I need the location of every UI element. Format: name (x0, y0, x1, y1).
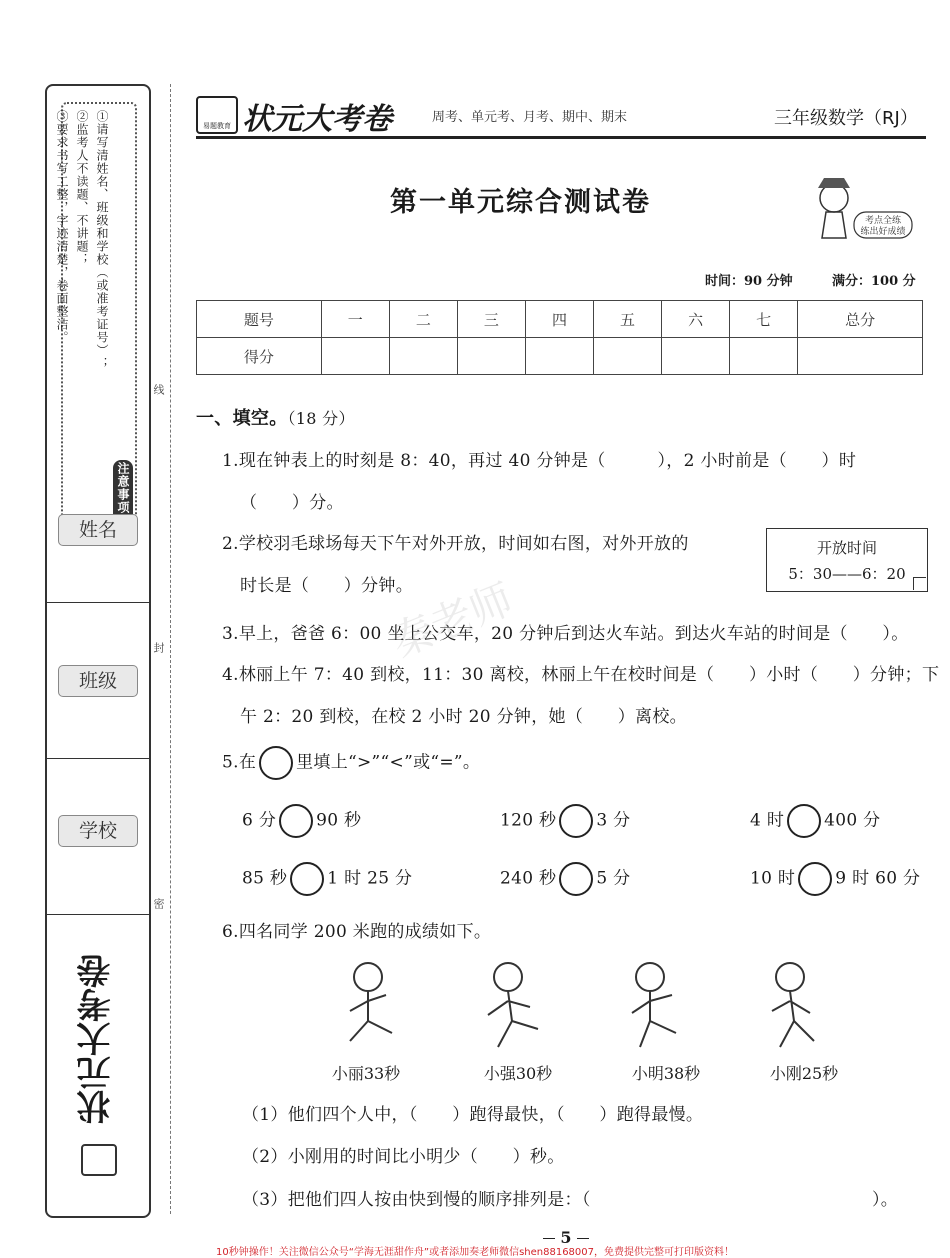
mascot-bubble-line1: 考点全练 (864, 216, 902, 226)
score-input-cell[interactable] (730, 338, 798, 375)
score-input-cell[interactable] (321, 338, 389, 375)
runner-figure (350, 963, 392, 1041)
page-title: 第一单元综合测试卷 (390, 187, 651, 218)
compare-item: 6 分 90 秒 (242, 804, 361, 838)
sidebar (45, 84, 151, 1218)
compare-circle[interactable] (798, 862, 832, 896)
runners-illustration (320, 955, 880, 1063)
runner-label: 小明38秒 (631, 1064, 701, 1083)
table-cell: 总分 (798, 301, 923, 338)
score-input-cell[interactable] (593, 338, 661, 375)
seal-line (170, 84, 171, 1214)
score-table (196, 300, 923, 375)
open-time-box (766, 528, 928, 592)
compare-item: 85 秒 1 时 25 分 (242, 862, 412, 896)
header-brand: 状元大考卷 (242, 102, 392, 137)
divider (47, 758, 149, 759)
score-table-header-row (197, 301, 923, 338)
table-cell: 二 (389, 301, 457, 338)
table-cell: 四 (525, 301, 593, 338)
section-heading: 一、填空。（18 分） (196, 408, 355, 429)
notice-line-1: ①请写清姓名、班级和学校（或准考证号）； (95, 110, 109, 370)
header-subtitle: 周考、单元考、月考、期中、期末 (432, 110, 628, 125)
question-3: 3.早上，爸爸 6：00 坐上公交车，20 分钟后到达火车站。到达火车站的时间是（ ）。 (222, 624, 909, 644)
compare-item: 240 秒 5 分 (500, 862, 630, 896)
compare-circle[interactable] (290, 862, 324, 896)
question-1-line1: 1.现在钟表上的时刻是 8：40，再过 40 分钟是（ ），2 小时前是（ ）时 (222, 451, 857, 471)
score-table-score-row (197, 338, 923, 375)
table-cell: 七 (730, 301, 798, 338)
page-number: 5 (536, 1228, 596, 1247)
compare-circle[interactable] (559, 804, 593, 838)
open-time-value: 5：30——6：20 (788, 565, 906, 583)
header-rule (196, 136, 926, 139)
logo-icon: 易题教育 (196, 96, 238, 134)
score-input-cell[interactable] (457, 338, 525, 375)
logo-icon (81, 1144, 117, 1176)
notice-box (55, 102, 137, 536)
watermark: 秦老师 (384, 573, 520, 667)
question-4-line2: 午 2：20 到校，在校 2 小时 20 分钟，她（ ）离校。 (240, 707, 687, 727)
exam-full-score: 满分：100 分 (832, 274, 916, 289)
score-input-cell[interactable] (662, 338, 730, 375)
notice-line-2: ②监考人不读题、不讲题； (75, 110, 89, 266)
question-2-line2: 时长是（ ）分钟。 (240, 576, 413, 596)
table-cell: 一 (321, 301, 389, 338)
mascot-illustration (804, 172, 914, 248)
runner-label: 小丽33秒 (331, 1064, 401, 1083)
score-input-cell[interactable] (525, 338, 593, 375)
question-1-line2: （ ）分。 (240, 493, 344, 513)
compare-circle[interactable] (559, 862, 593, 896)
question-2-line1: 2.学校羽毛球场每天下午对外开放，时间如右图，对外开放的 (222, 534, 689, 554)
divider (47, 602, 149, 603)
compare-item: 120 秒 3 分 (500, 804, 630, 838)
score-input-cell[interactable] (389, 338, 457, 375)
notice-title: 注意事项 (113, 460, 133, 526)
grade-label: 三年级数学（RJ） (774, 108, 918, 129)
question-6-sub3-end: ）。 (872, 1190, 899, 1210)
table-cell: 六 (662, 301, 730, 338)
school-field-label: 学校 (58, 815, 138, 847)
compare-item: 10 时 9 时 60 分 (750, 862, 920, 896)
seal-mark-line: 线 (152, 384, 165, 395)
divider (47, 914, 149, 915)
question-6-sub3: （3）把他们四人按由快到慢的顺序排列是：（ (242, 1190, 591, 1210)
table-cell: 五 (593, 301, 661, 338)
class-field-label: 班级 (58, 665, 138, 697)
runner-label: 小强30秒 (483, 1064, 553, 1083)
footer-note: 10秒钟操作！关注微信公众号“学海无涯甜作舟”或者添加奏老师微信shen88168007，免费提供完整可打印版资料！ (215, 1247, 735, 1258)
runner-figure (488, 963, 538, 1047)
question-6-sub2: （2）小刚用的时间比小明少（ ）秒。 (242, 1147, 565, 1167)
question-4-line1: 4.林丽上午 7：40 到校，11：30 离校，林丽上午在校时间是（ ）小时（ ）分钟；下 (222, 665, 940, 685)
runner-figure (632, 963, 676, 1047)
seal-mark-secret: 密 (152, 898, 165, 909)
question-5: 5.在 里填上“>”“<”或“=”。 (222, 746, 480, 780)
runner-label: 小刚25秒 (769, 1064, 839, 1083)
sidebar-brand: 状元大考卷 (77, 954, 117, 1124)
table-cell: 得分 (197, 338, 322, 375)
page-curl-icon (913, 577, 926, 590)
compare-circle (259, 746, 293, 780)
compare-circle[interactable] (787, 804, 821, 838)
name-field-label: 姓名 (58, 514, 138, 546)
exam-time: 时间：90 分钟 (705, 274, 793, 289)
compare-item: 4 时 400 分 (750, 804, 880, 838)
mascot-bubble-line2: 练出好成绩 (860, 227, 906, 237)
seal-mark-seal: 封 (152, 642, 165, 653)
table-cell: 题号 (197, 301, 322, 338)
notice-line-3: ③要求书写工整，字迹清楚，卷面整洁。 (55, 110, 69, 344)
question-6: 6.四名同学 200 米跑的成绩如下。 (222, 922, 492, 942)
score-input-cell[interactable] (798, 338, 923, 375)
table-cell: 三 (457, 301, 525, 338)
runner-figure (772, 963, 814, 1047)
open-time-title: 开放时间 (816, 539, 877, 557)
page-header (196, 96, 926, 138)
question-6-sub1: （1）他们四个人中，（ ）跑得最快，（ ）跑得最慢。 (242, 1105, 704, 1125)
compare-circle[interactable] (279, 804, 313, 838)
